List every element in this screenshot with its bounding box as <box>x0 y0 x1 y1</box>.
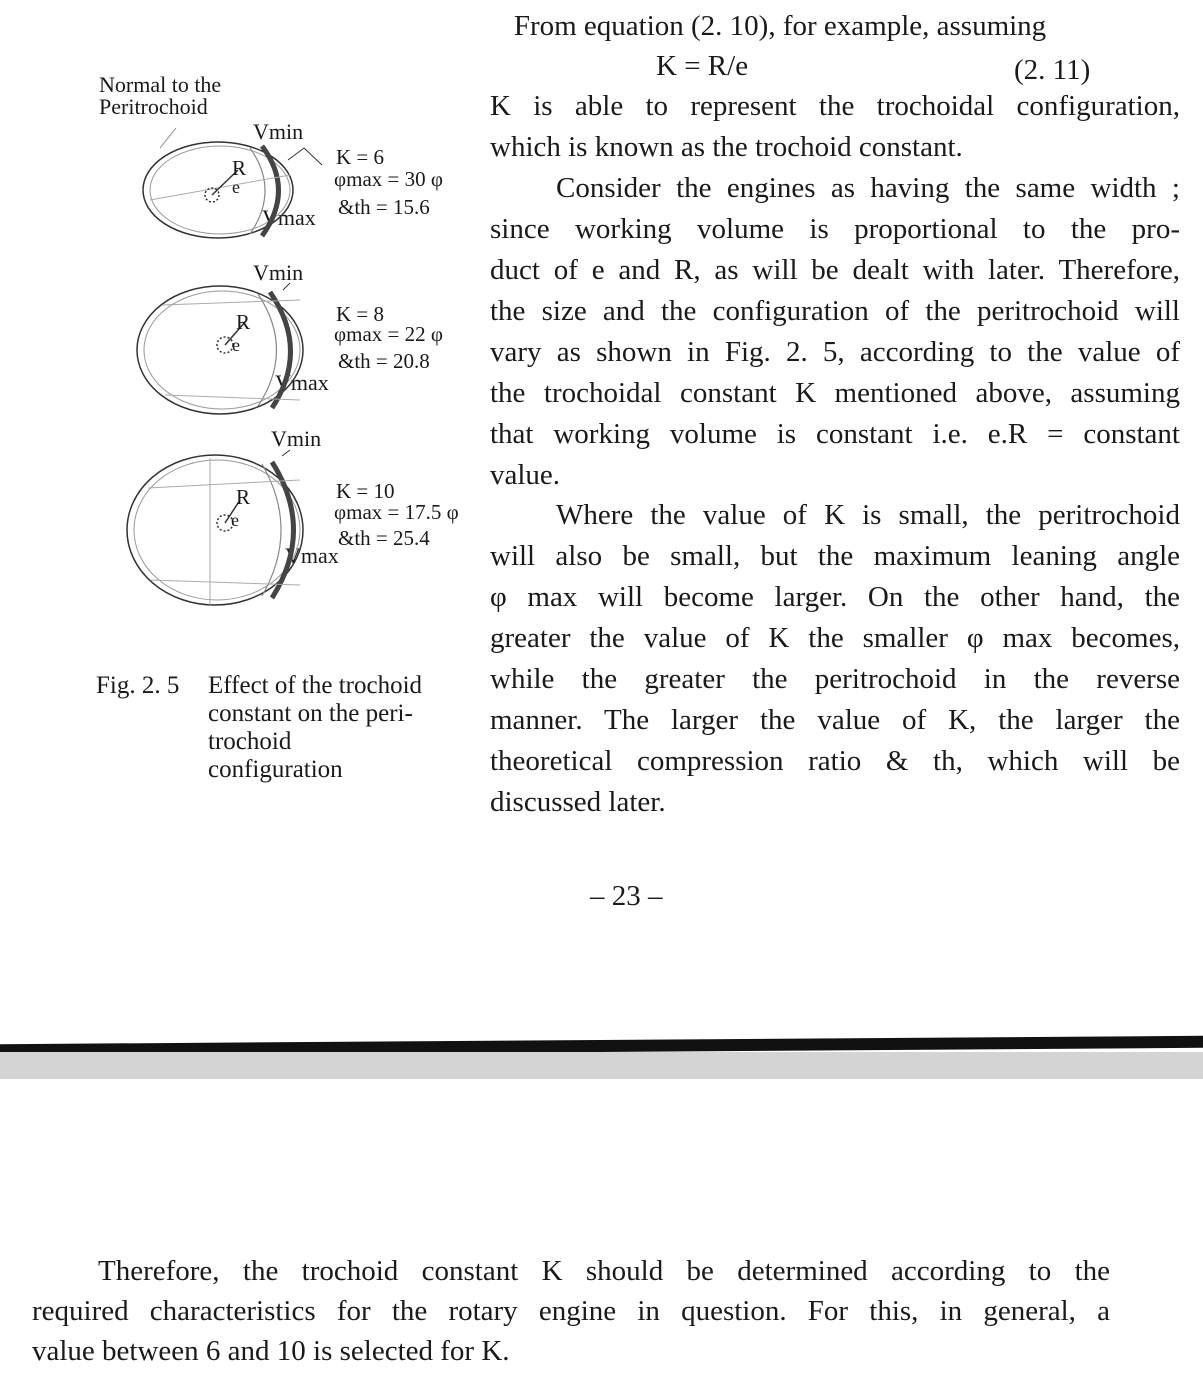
next-page-line: required characteristics for the rotary engine in question. For this, in general, a <box>32 1295 1110 1327</box>
next-page-line: Therefore, the trochoid constant K should be determined according to the <box>98 1255 1110 1287</box>
paragraph-2-line: Consider the engines as having the same width ; <box>556 172 1180 204</box>
normal-label-line: Peritrochoid <box>99 94 208 119</box>
page-number: – 23 – <box>590 880 663 912</box>
paragraph-2-line: that working volume is constant i.e. e.R = constant <box>490 418 1180 450</box>
vmin-label: Vmin <box>253 260 304 285</box>
r-label: R <box>236 485 251 509</box>
paragraph-1 <box>490 86 1180 168</box>
vmin-label: Vmin <box>253 119 304 144</box>
eps-th-value: &th = 15.6 <box>338 195 430 219</box>
intro-line <box>490 6 1203 47</box>
figure-caption-line: constant on the peri- <box>208 700 413 727</box>
figure-caption-line: trochoid <box>208 728 292 755</box>
normal-label-line: Normal to the <box>99 72 222 97</box>
paragraph-2-line: duct of e and R, as will be dealt with later. Therefore, <box>490 254 1180 286</box>
paragraph-3-line: Where the value of K is small, the peritrochoid <box>556 499 1180 531</box>
paragraph-3-line: greater the value of K the smaller φ max becomes, <box>490 622 1180 654</box>
vmax-label: Vmax <box>275 370 329 395</box>
paragraph-3-line: while the greater the peritrochoid in the reverse <box>490 663 1180 695</box>
figure-caption-line: configuration <box>208 756 343 783</box>
r-label: R <box>232 156 247 180</box>
k-value: K = 10 <box>336 479 395 503</box>
figure-caption <box>208 672 422 784</box>
paragraph-1-line: which is known as the trochoid constant. <box>490 131 963 163</box>
paragraph-2-line: vary as shown in Fig. 2. 5, according to the value of <box>490 336 1180 368</box>
paragraph-2-line: since working volume is proportional to the pro- <box>490 213 1180 245</box>
phi-max-value: φmax = 22 φ <box>334 322 443 346</box>
paragraph-2-line: the trochoidal constant K mentioned above, assuming <box>490 377 1180 409</box>
paragraph-2-line: the size and the configuration of the peritrochoid will <box>490 295 1180 327</box>
equation-text: K = R/e <box>656 50 749 82</box>
e-label: e <box>232 335 240 355</box>
r-label: R <box>236 310 251 334</box>
k-value: K = 6 <box>336 145 385 169</box>
equation-row <box>490 46 1180 87</box>
paragraph-2-line: value. <box>490 459 561 491</box>
figure-caption-label: Fig. 2. 5 <box>96 672 180 699</box>
vmax-label: Vmax <box>285 543 339 568</box>
paragraph-3-line: manner. The larger the value of K, the larger the <box>490 704 1180 736</box>
eps-th-value: &th = 25.4 <box>338 526 430 550</box>
paragraph-3-line: φ max will become larger. On the other hand, the <box>490 581 1180 613</box>
vmin-label: Vmin <box>271 426 322 451</box>
vmax-label: Vmax <box>262 205 316 230</box>
e-label: e <box>231 510 239 530</box>
phi-max-value: φmax = 30 φ <box>334 167 443 191</box>
eps-th-value: &th = 20.8 <box>338 349 430 373</box>
paragraph-3 <box>490 495 1180 823</box>
e-label: e <box>232 177 240 197</box>
phi-max-value: φmax = 17.5 φ <box>334 500 459 524</box>
next-page-line: value between 6 and 10 is selected for K. <box>32 1335 510 1367</box>
peritrochoid-k8 <box>137 283 303 414</box>
paragraph-3-line: theoretical compression ratio & th, which will be <box>490 745 1180 777</box>
paragraph-3-line: discussed later. <box>490 786 666 818</box>
paragraph-1-line: K is able to represent the trochoidal configuration, <box>490 90 1180 122</box>
page-gap <box>0 1052 1203 1079</box>
k-value: K = 8 <box>336 302 385 326</box>
paragraph-3-line: will also be small, but the maximum leaning angle <box>490 540 1180 572</box>
intro-line-text: From equation (2. 10), for example, assuming <box>513 10 1047 42</box>
figure-caption-line: Effect of the trochoid <box>208 672 423 699</box>
paragraph-2 <box>490 168 1180 496</box>
next-page-paragraph <box>32 1251 1110 1371</box>
peritrochoid-k10 <box>127 450 303 605</box>
equation-number: (2. 11) <box>1014 54 1091 86</box>
